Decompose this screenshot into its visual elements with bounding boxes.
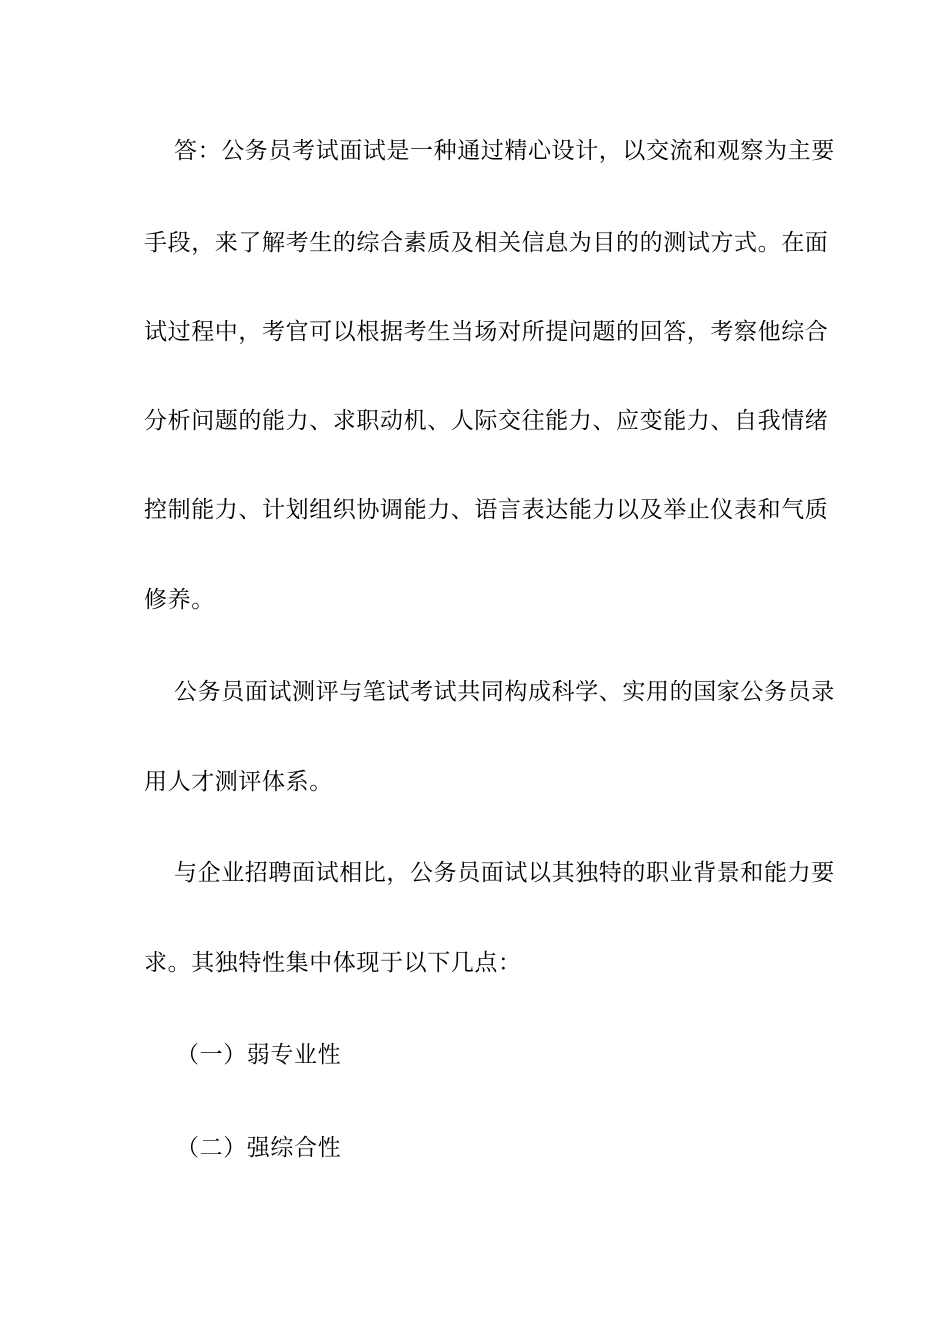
paragraph-1-line-6: 修养。 (144, 587, 215, 613)
paragraph-2-line-2: 用人才测评体系。 (144, 769, 333, 795)
paragraph-3-line-1: 与企业招聘面试相比，公务员面试以其独特的职业背景和能力要 (174, 860, 835, 886)
paragraph-1-line-2: 手段，来了解考生的综合素质及相关信息为目的的测试方式。在面 (144, 230, 829, 256)
paragraph-1-line-3: 试过程中，考官可以根据考生当场对所提问题的回答，考察他综合 (144, 319, 829, 345)
list-item-1: （一）弱专业性 (176, 1042, 342, 1068)
paragraph-2-line-1: 公务员面试测评与笔试考试共同构成科学、实用的国家公务员录 (174, 679, 835, 705)
list-item-2: （二）强综合性 (176, 1135, 342, 1161)
paragraph-1-line-4: 分析问题的能力、求职动机、人际交往能力、应变能力、自我情绪 (144, 408, 829, 434)
paragraph-1-line-5: 控制能力、计划组织协调能力、语言表达能力以及举止仪表和气质 (144, 497, 829, 523)
paragraph-1-line-1: 答：公务员考试面试是一种通过精心设计，以交流和观察为主要 (174, 138, 835, 164)
paragraph-3-line-2: 求。其独特性集中体现于以下几点： (144, 950, 522, 976)
